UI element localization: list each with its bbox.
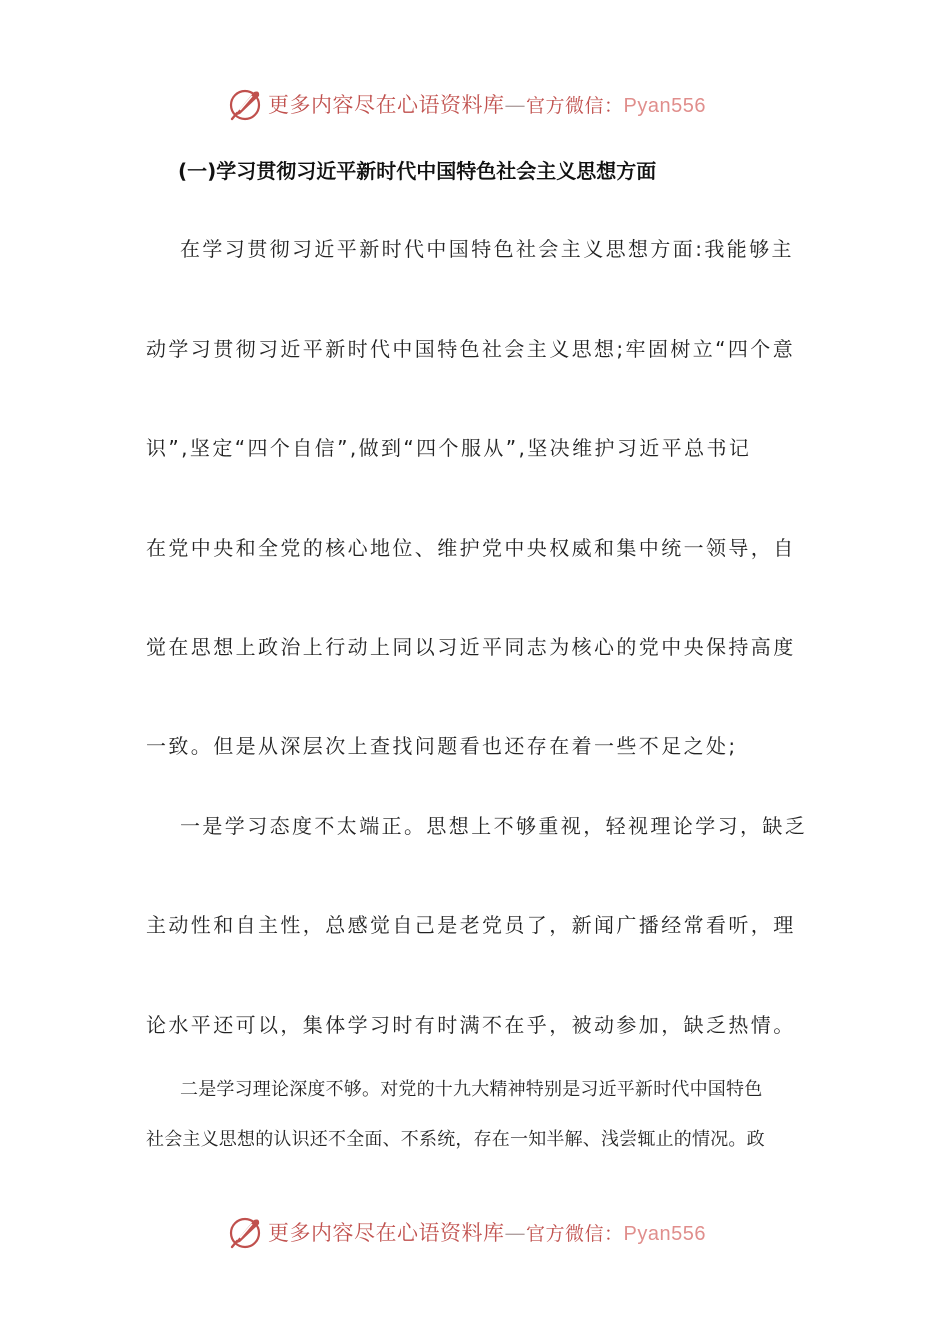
- watermark-id: Pyan556: [623, 1223, 706, 1245]
- watermark-sub: 官方微信：: [526, 1223, 624, 1245]
- paragraph1-line: 识”,坚定“四个自信”,做到“四个服从”,坚决维护习近平总书记: [146, 436, 752, 460]
- paragraph1-line: 一致。但是从深层次上查找问题看也还存在着一些不足之处;: [146, 734, 738, 758]
- paragraph1-line: 在学习贯彻习近平新时代中国特色社会主义思想方面:我能够主: [180, 237, 794, 261]
- watermark-text: [268, 1217, 706, 1247]
- watermark-main: 更多内容尽在心语资料库: [268, 1221, 505, 1245]
- paragraph2-line: 一是学习态度不太端正。思想上不够重视，轻视理论学习，缺乏: [180, 814, 808, 838]
- paragraph3-line: 社会主义思想的认识还不全面、不系统，存在一知半解、浅尝辄止的情况。政: [146, 1129, 765, 1150]
- watermark-text: [268, 89, 706, 119]
- paragraph1-line: 在党中央和全党的核心地位、维护党中央权威和集中统一领导，自: [146, 536, 796, 560]
- watermark-id: Pyan556: [623, 95, 706, 117]
- paragraph1-line: 觉在思想上政治上行动上同以习近平同志为核心的党中央保持高度: [146, 635, 796, 659]
- quill-logo-icon: [228, 1214, 264, 1250]
- paragraph2-line: 主动性和自主性，总感觉自己是老党员了，新闻广播经常看听，理: [146, 913, 796, 937]
- watermark-header: [228, 84, 706, 124]
- paragraph2-line: 论水平还可以，集体学习时有时满不在乎，被动参加，缺乏热情。: [146, 1013, 796, 1037]
- watermark-sub: 官方微信：: [526, 95, 624, 117]
- watermark-dash: —: [504, 1221, 526, 1245]
- paragraph1-line: 动学习贯彻习近平新时代中国特色社会主义思想;牢固树立“四个意: [146, 337, 796, 361]
- watermark-footer: [228, 1212, 706, 1252]
- paragraph3-line: 二是学习理论深度不够。对党的十九大精神特别是习近平新时代中国特色: [180, 1079, 763, 1100]
- section-heading: (一)学习贯彻习近平新时代中国特色社会主义思想方面: [178, 159, 657, 183]
- watermark-main: 更多内容尽在心语资料库: [268, 93, 505, 117]
- watermark-dash: —: [504, 93, 526, 117]
- quill-logo-icon: [228, 86, 264, 122]
